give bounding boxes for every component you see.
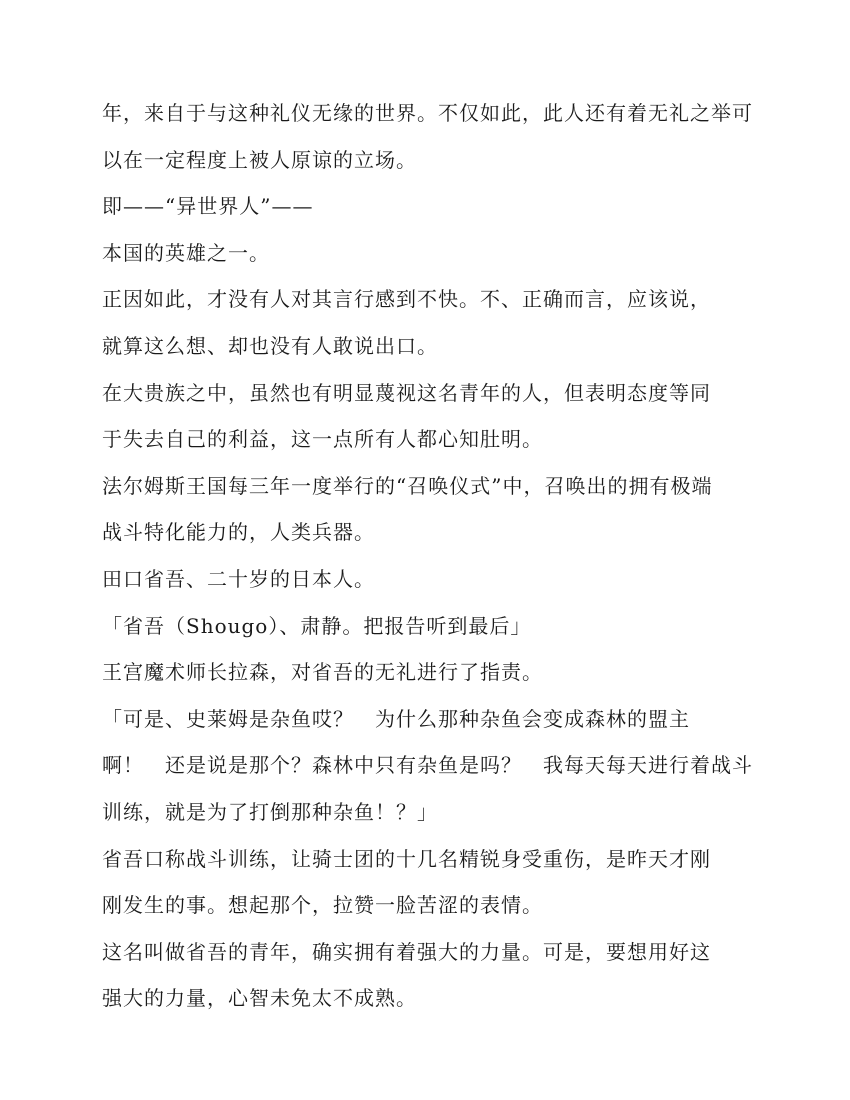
text-line: 法尔姆斯王国每三年一度举行的“召唤仪式”中，召唤出的拥有极端 xyxy=(102,473,713,498)
text-line: 刚发生的事。想起那个，拉赞一脸苦涩的表情。 xyxy=(102,893,543,918)
text-line: 正因如此，才没有人对其言行感到不快。不、正确而言，应该说， xyxy=(102,287,711,312)
text-line: 以在一定程度上被人原谅的立场。 xyxy=(102,147,417,172)
text-line: 啊！ 还是说是那个？森林中只有杂鱼是吗？ 我每天每天进行着战斗 xyxy=(102,753,753,778)
text-line: 即——“异世界人”—— xyxy=(102,194,314,219)
text-line: 于失去自己的利益，这一点所有人都心知肚明。 xyxy=(102,427,543,452)
text-line: 战斗特化能力的，人类兵器。 xyxy=(102,520,375,545)
text-line: 「可是、史莱姆是杂鱼哎？ 为什么那种杂鱼会变成森林的盟主 xyxy=(102,706,690,731)
text-line: 强大的力量，心智未免太不成熟。 xyxy=(102,986,417,1011)
text-line: 「省吾（Shougo）、肃静。把报告听到最后」 xyxy=(102,613,532,638)
text-line: 这名叫做省吾的青年，确实拥有着强大的力量。可是，要想用好这 xyxy=(102,939,711,964)
text-line: 就算这么想、却也没有人敢说出口。 xyxy=(102,333,438,358)
text-line: 在大贵族之中，虽然也有明显蔑视这名青年的人，但表明态度等同 xyxy=(102,380,711,405)
text-line: 王宫魔术师长拉森，对省吾的无礼进行了指责。 xyxy=(102,660,543,685)
text-line: 年，来自于与这种礼仪无缘的世界。不仅如此，此人还有着无礼之举可 xyxy=(102,101,753,125)
text-line: 田口省吾、二十岁的日本人。 xyxy=(102,566,375,591)
text-line: 本国的英雄之一。 xyxy=(102,240,270,265)
text-line: 省吾口称战斗训练，让骑士团的十几名精锐身受重伤，是昨天才刚 xyxy=(102,846,711,871)
body-text xyxy=(102,90,762,1022)
text-line: 训练，就是为了打倒那种杂鱼！？」 xyxy=(102,799,438,824)
